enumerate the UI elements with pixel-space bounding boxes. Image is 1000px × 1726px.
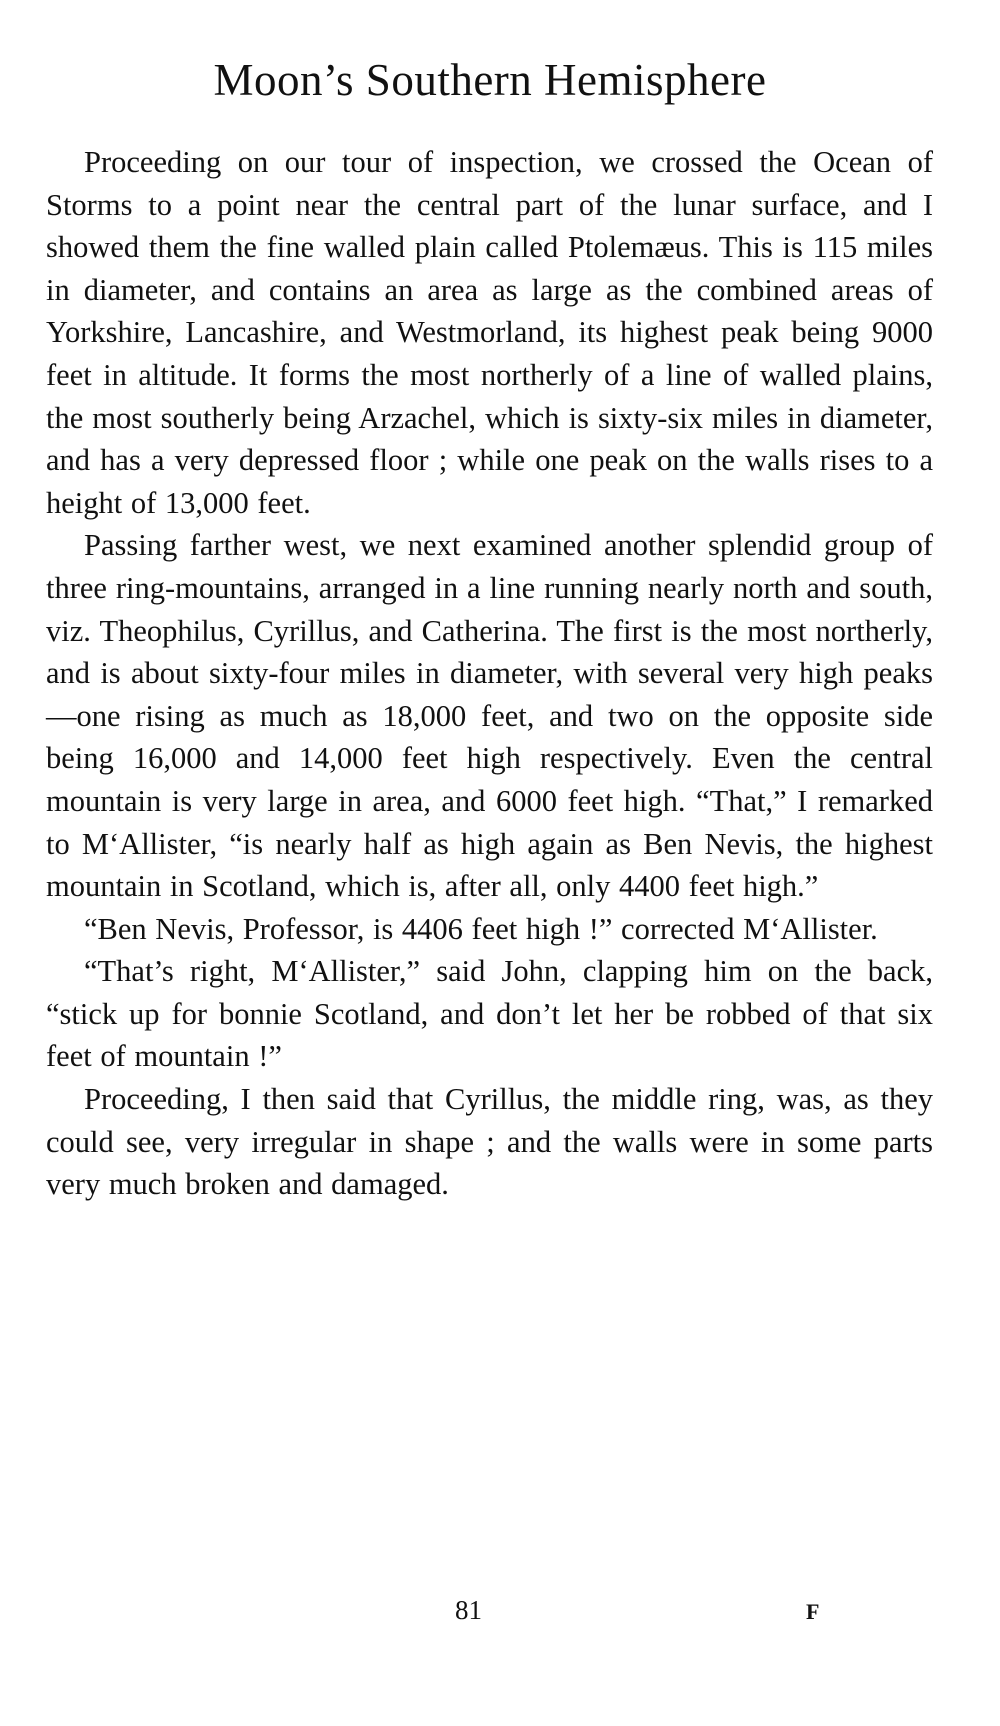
paragraph: Proceeding on our tour of inspection, we crossed the Ocean of Storms to a point near the central part of the lunar surface, and I showed them the fine walled plain called Ptolemæus. This is 115 miles in diameter, and contains an area as large as the combined areas of Yorkshire, Lancashire, and Westmorland, its highest peak being 9000 feet in altitude. It forms the most northerly of a line of walled plains, the most southerly being Arzachel, which is sixty-six miles in diameter, and has a very depressed floor ; while one peak on the walls rises to a height of 13,000 feet. (46, 145, 933, 520)
running-head: Moon’s Southern Hemisphere (213, 55, 767, 105)
paragraph: “That’s right, M‘Allister,” said John, clapping him on the back, “stick up for bonnie Scotland, and don’t let her be robbed of that six feet of mountain !” (46, 954, 933, 1074)
paragraph: Passing farther west, we next examined another splendid group of three ring-mountains, arranged in a line running nearly north and south, viz. Theophilus, Cyrillus, and Catherina. The first is the most northerly, and is about sixty-four miles in diameter, with several very high peaks—one rising as much as 18,000 feet, and two on the opposite side being 16,000 and 14,000 feet high respectively. Even the central mountain is very large in area, and 6000 feet high. “That,” I remarked to M‘Allister, “is nearly half as high again as Ben Nevis, the highest mountain in Scotland, which is, after all, only 4400 feet high.” (46, 528, 933, 904)
page-number: 81 (455, 1595, 482, 1625)
signature-mark: F (806, 1599, 820, 1624)
page-footer (0, 1595, 1000, 1635)
body-text (46, 141, 933, 1206)
paragraph: “Ben Nevis, Professor, is 4406 feet high !” corrected M‘Allister. (84, 911, 878, 946)
paragraph: Proceeding, I then said that Cyrillus, the middle ring, was, as they could see, very irregular in shape ; and the walls were in some parts very much broken and damaged. (46, 1082, 933, 1202)
